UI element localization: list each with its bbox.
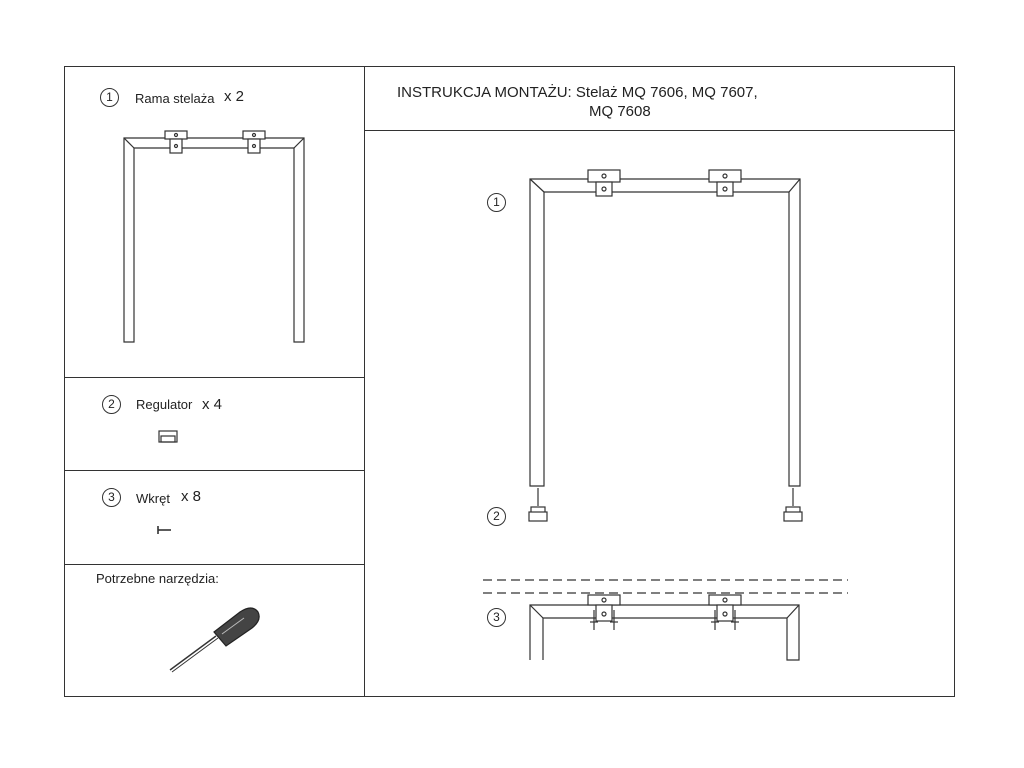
page-title-continued: MQ 7608 [589, 103, 651, 120]
regulator-part-drawing [159, 431, 177, 442]
step2-regulators-drawing [529, 488, 802, 521]
step3-screws-drawing [483, 580, 848, 660]
screwdriver-icon [170, 608, 259, 672]
part-name: Rama stelaża [135, 91, 215, 106]
part-number-badge: 1 [100, 88, 119, 107]
part-name: Wkręt [136, 491, 170, 506]
step-number-badge: 3 [487, 608, 506, 627]
part-number-badge: 2 [102, 395, 121, 414]
screw-part-drawing [158, 526, 171, 534]
part-name: Regulator [136, 397, 193, 412]
part-quantity: x 8 [181, 488, 202, 505]
step1-frame-drawing [530, 170, 800, 486]
step-number-badge: 2 [487, 507, 506, 526]
frame-part-drawing [124, 131, 304, 342]
part-quantity: x 4 [202, 396, 223, 413]
page-title: INSTRUKCJA MONTAŻU: Stelaż MQ 7606, MQ 7607, [397, 84, 758, 101]
part-quantity: x 2 [224, 88, 245, 105]
step-number-badge: 1 [487, 193, 506, 212]
tools-label: Potrzebne narzędzia: [96, 571, 219, 586]
part-number-badge: 3 [102, 488, 121, 507]
